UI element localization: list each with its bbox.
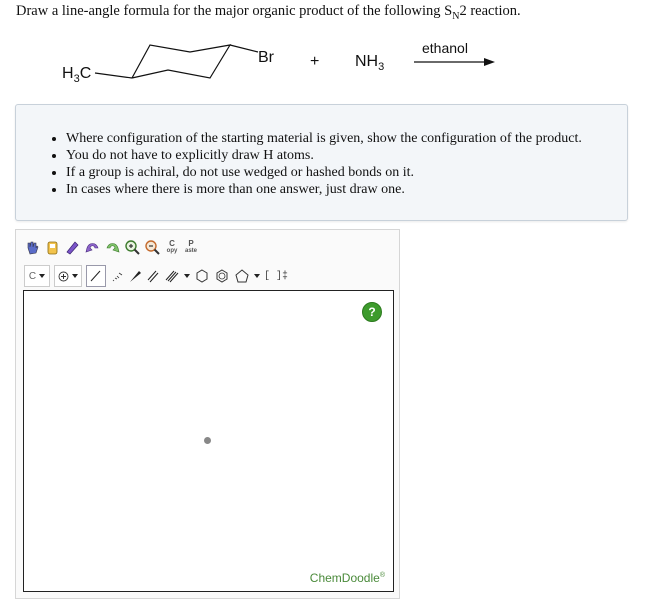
triple-bond-icon[interactable] bbox=[164, 268, 180, 284]
paste-button[interactable] bbox=[183, 240, 199, 254]
hexagon-icon[interactable] bbox=[194, 268, 210, 284]
element-label: C bbox=[28, 270, 37, 282]
benzene-icon[interactable] bbox=[214, 268, 230, 284]
chevron-down-icon[interactable] bbox=[254, 274, 260, 278]
drawing-canvas[interactable] bbox=[23, 290, 394, 592]
solvent-label: ethanol bbox=[422, 40, 468, 56]
hand-icon[interactable] bbox=[24, 239, 41, 256]
chemdoodle-editor bbox=[15, 229, 400, 599]
paste-label-bottom: aste bbox=[184, 248, 197, 254]
hashed-bond-icon[interactable] bbox=[110, 268, 124, 284]
eraser-icon[interactable] bbox=[64, 239, 81, 256]
reaction-arrow-head bbox=[484, 58, 495, 66]
instruction-item: • You do not have to explicitly draw H atoms. bbox=[66, 147, 582, 164]
copy-label-bottom: opy bbox=[166, 248, 178, 254]
reagent-label: $NH_3$ bbox=[355, 53, 385, 73]
plus-sign: + bbox=[310, 53, 320, 70]
question-subscript: N bbox=[452, 10, 460, 22]
substituent-right-label: Br bbox=[258, 49, 274, 66]
brand-mark: ® bbox=[379, 572, 385, 579]
methyl-bond bbox=[95, 73, 132, 78]
copy-button[interactable] bbox=[164, 240, 180, 254]
cyclohexane-ring bbox=[132, 45, 230, 78]
chevron-down-icon[interactable] bbox=[184, 274, 190, 278]
chevron-down-icon bbox=[39, 274, 45, 278]
wedge-bond-icon[interactable] bbox=[128, 268, 142, 284]
zoom-in-icon[interactable] bbox=[124, 239, 141, 256]
question-text bbox=[16, 3, 521, 22]
zoom-out-icon[interactable] bbox=[144, 239, 161, 256]
lasso-icon[interactable] bbox=[44, 239, 61, 256]
charge-selector[interactable] bbox=[54, 265, 82, 287]
substituent-left-label: $H_3C$ bbox=[62, 65, 92, 85]
question-suffix: 2 reaction. bbox=[459, 3, 521, 19]
undo-icon[interactable] bbox=[84, 239, 101, 256]
question-prefix: Draw a line-angle formula for the major organic product of the following S bbox=[16, 3, 453, 19]
bond-single-button[interactable] bbox=[86, 265, 106, 287]
brand-name: ChemDoodle bbox=[309, 571, 380, 585]
instructions-list bbox=[16, 130, 582, 198]
reaction-scheme bbox=[0, 32, 671, 92]
instructions-panel bbox=[15, 104, 628, 221]
canvas-cursor-dot bbox=[204, 437, 211, 444]
bromo-bond bbox=[230, 45, 258, 52]
instruction-item: • In cases where there is more than one answer, just draw one. bbox=[66, 181, 582, 198]
element-selector[interactable] bbox=[24, 265, 50, 287]
editor-toolbar-bottom bbox=[24, 263, 288, 289]
chevron-down-icon bbox=[72, 274, 78, 278]
chemdoodle-brand bbox=[310, 571, 385, 585]
instruction-item: • If a group is achiral, do not use wedged or hashed bonds on it. bbox=[66, 164, 582, 181]
paste-label-top: P bbox=[188, 239, 194, 248]
pentagon-icon[interactable] bbox=[234, 268, 250, 284]
copy-label-top: C bbox=[169, 239, 175, 248]
double-bond-icon[interactable] bbox=[146, 268, 160, 284]
instruction-item: • Where configuration of the starting material is given, show the configuration of the product. bbox=[66, 130, 582, 147]
redo-icon[interactable] bbox=[104, 239, 121, 256]
charge-plus-icon bbox=[58, 271, 69, 282]
editor-toolbar-top bbox=[24, 236, 199, 258]
single-bond-icon bbox=[87, 266, 105, 286]
help-button[interactable]: ? bbox=[362, 302, 382, 322]
template-button[interactable]: [ ]‡ bbox=[264, 270, 289, 282]
